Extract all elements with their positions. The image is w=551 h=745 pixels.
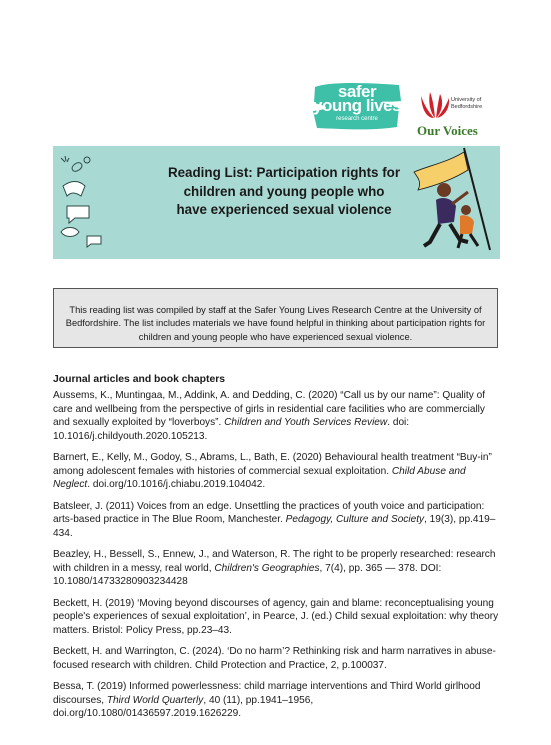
reference-text: Batsleer, J. (2011) Voices from an edge. Unsettling the practices of youth voice and participation: arts-based practice in The Blue Room, Manchester.	[53, 500, 485, 525]
reference-details: , 19(3), pp.419–434.	[53, 514, 496, 539]
logo-text-research-centre: research centre	[336, 116, 378, 122]
title-banner	[53, 146, 500, 259]
reference-text: Aussems, K., Muntingaa, M., Addink, A. and Dedding, C. (2020) “Call us by our name”: Quality of care and wellbeing from the perspective of girls in residential care facilities who are commercially and sexually exploited by “loverboys”.	[53, 390, 485, 428]
reference-text: Bessa, T. (2019) Informed powerlessness: child marriage interventions and Third World girlhood discourses,	[53, 681, 481, 706]
university-name: University of Bedfordshire	[451, 97, 483, 110]
reference-text: Beckett, H. (2019) ‘Moving beyond discourses of agency, gain and blame: reconceptualising young people's experiences of sexual exploitation’, in Pearce, J. (ed.) Child sexual exploitation: why theory matters. Bristol: Policy Press, pp.23–43.	[53, 597, 499, 636]
reference-journal: Pedagogy, Culture and Society	[285, 514, 425, 525]
logo-text-young-lives: young lives	[312, 96, 402, 115]
reference-journal: Third World Quarterly	[106, 694, 204, 706]
section-heading: Journal articles and book chapters	[53, 374, 226, 385]
reference-text: Beckett, H. and Warrington, C. (2024). ‘Do no harm’? Rethinking risk and harm narratives in abuse-focused research with children. Child Protection and Practice, 2, p.100037.	[53, 646, 496, 671]
reading-list-title	[139, 164, 429, 220]
reference-item	[53, 645, 503, 672]
reference-item	[53, 597, 503, 638]
title-line-2: children and young people who	[183, 183, 385, 199]
reference-details: , 7(4), pp. 365 — 378. DOI: 10.1080/14733280903234428	[53, 562, 442, 587]
title-line-1: Reading List: Participation rights for	[167, 165, 401, 180]
reference-item	[53, 389, 503, 443]
safer-young-lives-logo	[311, 81, 403, 133]
reference-text: Beazley, H., Bessell, S., Ennew, J., and Waterson, R. The right to be properly researched: research with children in a messy, real world,	[53, 549, 496, 574]
reference-journal: Child Abuse and Neglect	[53, 465, 466, 490]
reference-details: . doi.org/10.1016/j.chiabu.2019.104042.	[87, 479, 266, 490]
reference-list	[53, 389, 503, 729]
reference-item	[53, 680, 503, 721]
intro-box: This reading list was compiled by staff at the Safer Young Lives Research Centre at the University of Bedfordshire. The list includes materials we have found helpful in thinking about participation rights for children and young people who have experienced sexual violence.	[53, 288, 498, 348]
decorative-icons-left	[53, 146, 113, 259]
reference-journal: Children and Youth Services Review	[224, 417, 388, 428]
title-line-3: have experienced sexual violence	[176, 202, 392, 217]
reference-text: Barnert, E., Kelly, M., Godoy, S., Abrams, L., Bath, E. (2020) Behavioural health treatment “Buy-in” among adolescent females with histories of commercial sexual exploitation.	[53, 452, 492, 477]
reference-journal: Children's Geographies	[214, 562, 320, 574]
flag-bearer-illustration	[408, 146, 500, 259]
university-crest-icon	[418, 90, 452, 122]
reference-details: , 40 (11), pp.1941–1956, doi.org/10.1080/01436597.2019.1626229.	[53, 694, 314, 719]
reference-item	[53, 500, 503, 541]
reference-item	[53, 451, 503, 492]
reference-details: . doi: 10.1016/j.childyouth.2020.105213.	[53, 417, 410, 442]
logo-text-safer: safer	[337, 82, 377, 101]
our-voices-logo-text: Our Voices	[417, 123, 478, 138]
reference-item	[53, 548, 503, 589]
